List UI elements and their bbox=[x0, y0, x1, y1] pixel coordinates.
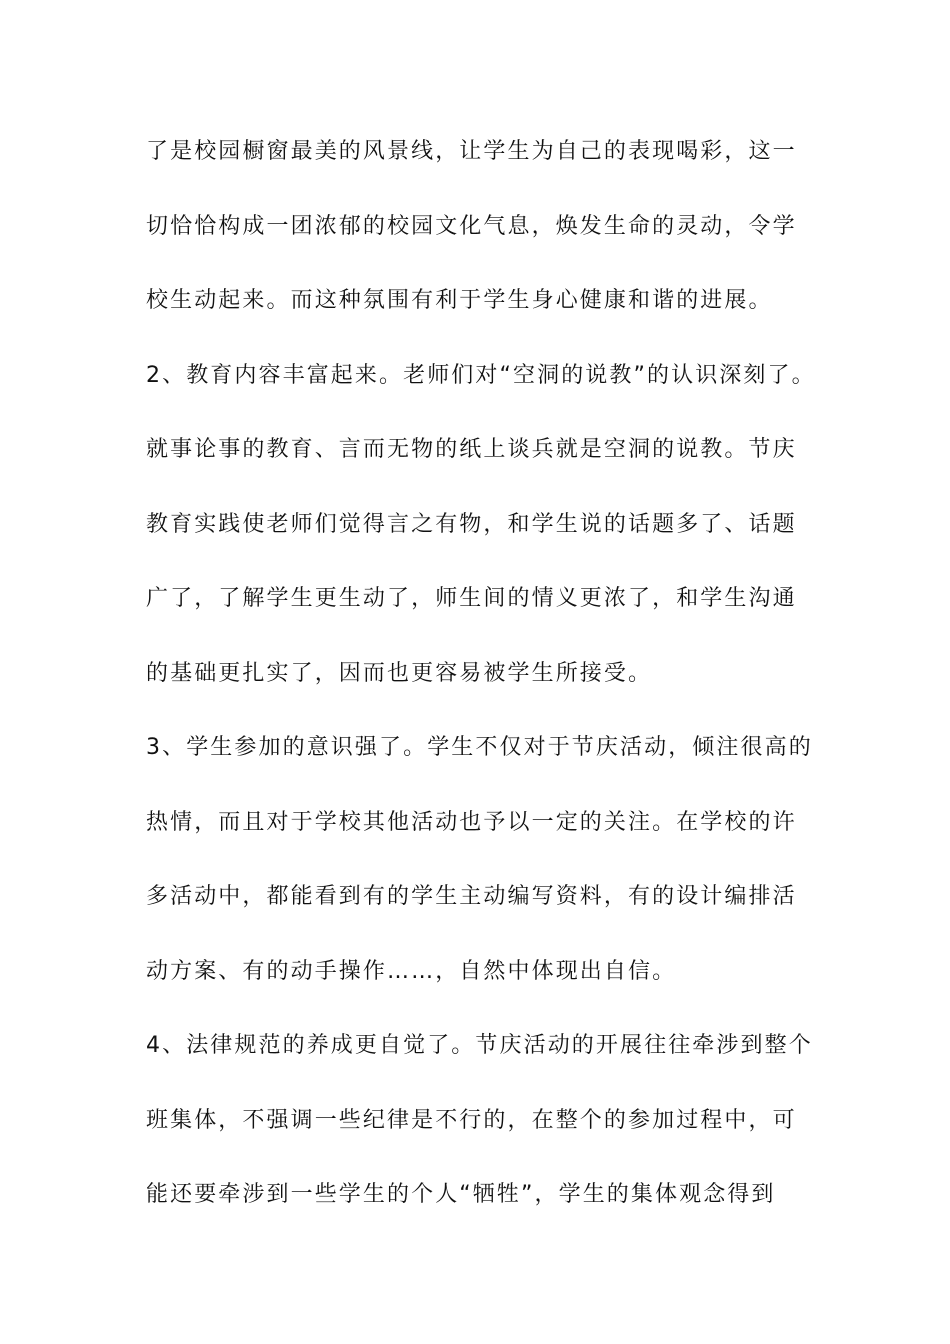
text-line-14: 班集体，不强调一些纪律是不行的，在整个的参加过程中，可 bbox=[146, 1107, 797, 1133]
body-text bbox=[146, 128, 816, 1246]
text-line-11: 多活动中，都能看到有的学生主动编写资料，有的设计编排活 bbox=[146, 884, 797, 909]
text-line-10: 热情，而且对于学校其他活动也予以一定的关注。在学校的许 bbox=[146, 809, 797, 835]
text-line-13: 4、法律规范的养成更自觉了。节庆活动的开展往往牵涉到整个 bbox=[146, 1033, 813, 1058]
text-line-8: 的基础更扎实了，因而也更容易被学生所接受。 bbox=[146, 660, 653, 686]
text-line-2: 切恰恰构成一团浓郁的校园文化气息，焕发生命的灵动，令学 bbox=[146, 213, 797, 239]
text-line-4: 2、教育内容丰富起来。老师们对“空洞的说教”的认识深刻了。 bbox=[146, 362, 816, 388]
text-line-1: 了是校园橱窗最美的风景线，让学生为自己的表现喝彩，这一 bbox=[146, 139, 797, 164]
text-line-9: 3、学生参加的意识强了。学生不仅对于节庆活动，倾注很高的 bbox=[146, 735, 813, 760]
text-line-6: 教育实践使老师们觉得言之有物，和学生说的话题多了、话题 bbox=[146, 511, 797, 537]
text-line-12: 动方案、有的动手操作……，自然中体现出自信。 bbox=[146, 958, 677, 984]
text-line-7: 广了，了解学生更生动了，师生间的情义更浓了，和学生沟通 bbox=[146, 586, 797, 611]
text-line-15: 能还要牵涉到一些学生的个人“牺牲”，学生的集体观念得到 bbox=[146, 1182, 776, 1207]
text-line-3: 校生动起来。而这种氛围有利于学生身心健康和谐的进展。 bbox=[146, 288, 773, 313]
text-line-5: 就事论事的教育、言而无物的纸上谈兵就是空洞的说教。节庆 bbox=[146, 437, 797, 462]
